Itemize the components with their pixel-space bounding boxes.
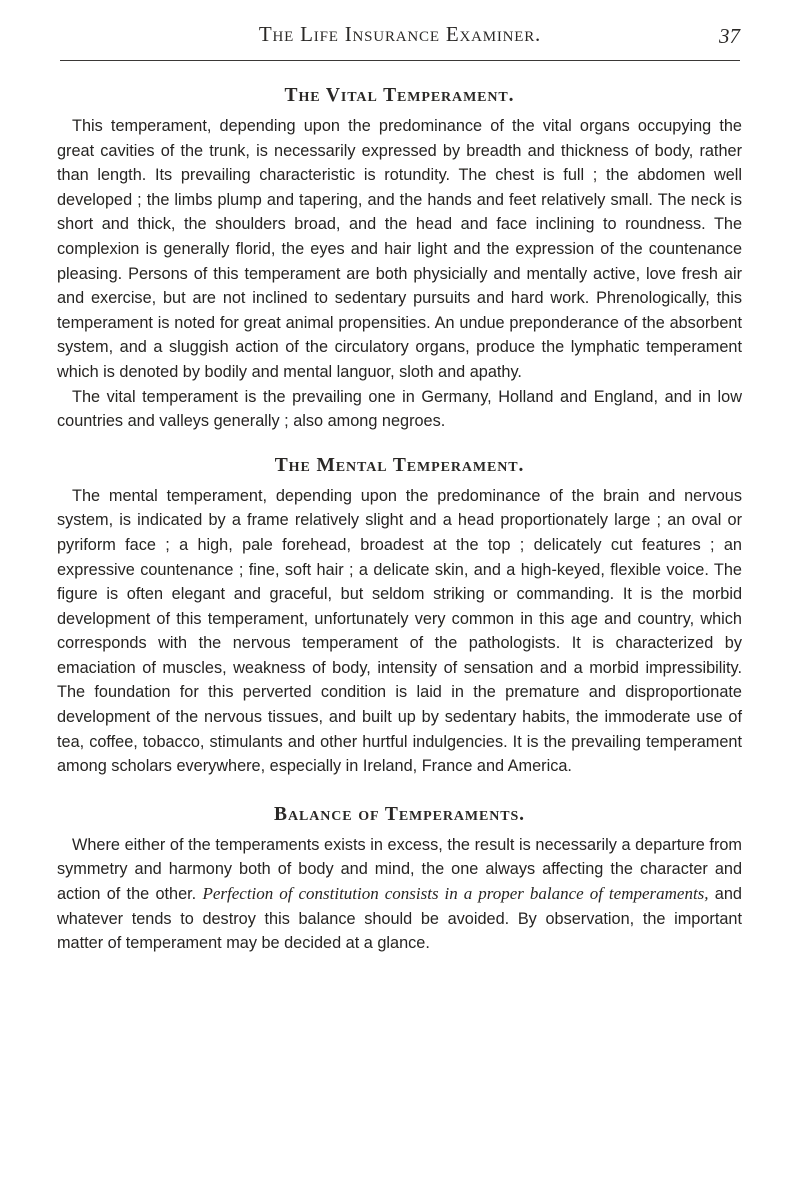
paragraph-mental-1: The mental temperament, depending upon the predominance of the brain and nervous system, is indicated by a frame relatively slight and a head proportionately large ; an oval or pyriform face ; a high, pale forehead, broadest at the top ; delicately cut features ; an expressive countenance ; fine, soft hair ; a delicate skin, and a high-keyed, flexible voice. The figure is often elegant and graceful, but seldom striking or commanding. It is the morbid development of this temperament, unfortunately very common in this age and country, which corresponds with the nervous temperament of the pathologists. It is characterized by emaciation of muscles, weakness of body, intensity of sensation and a morbid impressibility. The foundation for this perverted condition is laid in the premature and disproportionate development of the nervous tissues, and built up by sedentary habits, the immoderate use of tea, coffee, tobacco, stimulants and other hurtful indulgencies. It is the prevailing temperament among scholars everywhere, especially in Ireland, France and America. — [57, 486, 742, 776]
header-rule — [60, 60, 740, 61]
paragraph-vital-2: The vital temperament is the prevailing one in Germany, Holland and England, and in low countries and valleys generally ; also among negroes. — [57, 387, 742, 431]
section-heading-vital: The Vital Temperament. — [284, 85, 515, 106]
paragraph-balance-text-1: Where either of the temperaments exists in excess, the result is necessarily a departure from symmetry and harmony both of body and mind, the one always affecting the character and action of the other. — [57, 835, 742, 904]
paragraph-balance-italic: Perfection of constitution consists in a proper balance of temperaments, — [202, 884, 709, 904]
paragraph-balance-text-2: and whatever tends to destroy this balance should be avoided. By observation, the important matter of temperament may be decided at a glance. — [57, 885, 742, 953]
running-head — [60, 22, 740, 52]
paragraph-balance-1 — [57, 833, 742, 956]
section-mental-temperament — [57, 452, 742, 779]
section-vital-temperament — [57, 82, 742, 434]
section-balance-of-temperaments — [57, 801, 742, 956]
section-heading-mental: The Mental Temperament. — [274, 454, 525, 476]
section-heading-balance: Balance of Temperaments. — [274, 803, 525, 825]
page-number: 37 — [719, 24, 740, 48]
page-body — [57, 82, 742, 956]
running-title: The Life Insurance Examiner. — [258, 22, 542, 46]
paragraph-vital-1: This temperament, depending upon the predominance of the vital organs occupying the great cavities of the trunk, is necessarily expressed by breadth and thickness of body, rather than length. Its prevailing characteristic is rotundity. The chest is full ; the abdomen well developed ; the limbs plump and tapering, and the hands and feet relatively small. The neck is short and thick, the shoulders broad, and the head and face inclining to roundness. The complexion is generally florid, the eyes and hair light and the expression of the countenance pleasing. Persons of this temperament are both physicially and mentally active, love fresh air and exercise, but are not inclined to sedentary pursuits and hard work. Phrenologically, this temperament is noted for great animal propensities. An undue preponderance of the absorbent system, and a sluggish action of the circulatory organs, produce the lymphatic temperament which is denoted by bodily and mental languor, sloth and apathy. — [57, 117, 742, 381]
